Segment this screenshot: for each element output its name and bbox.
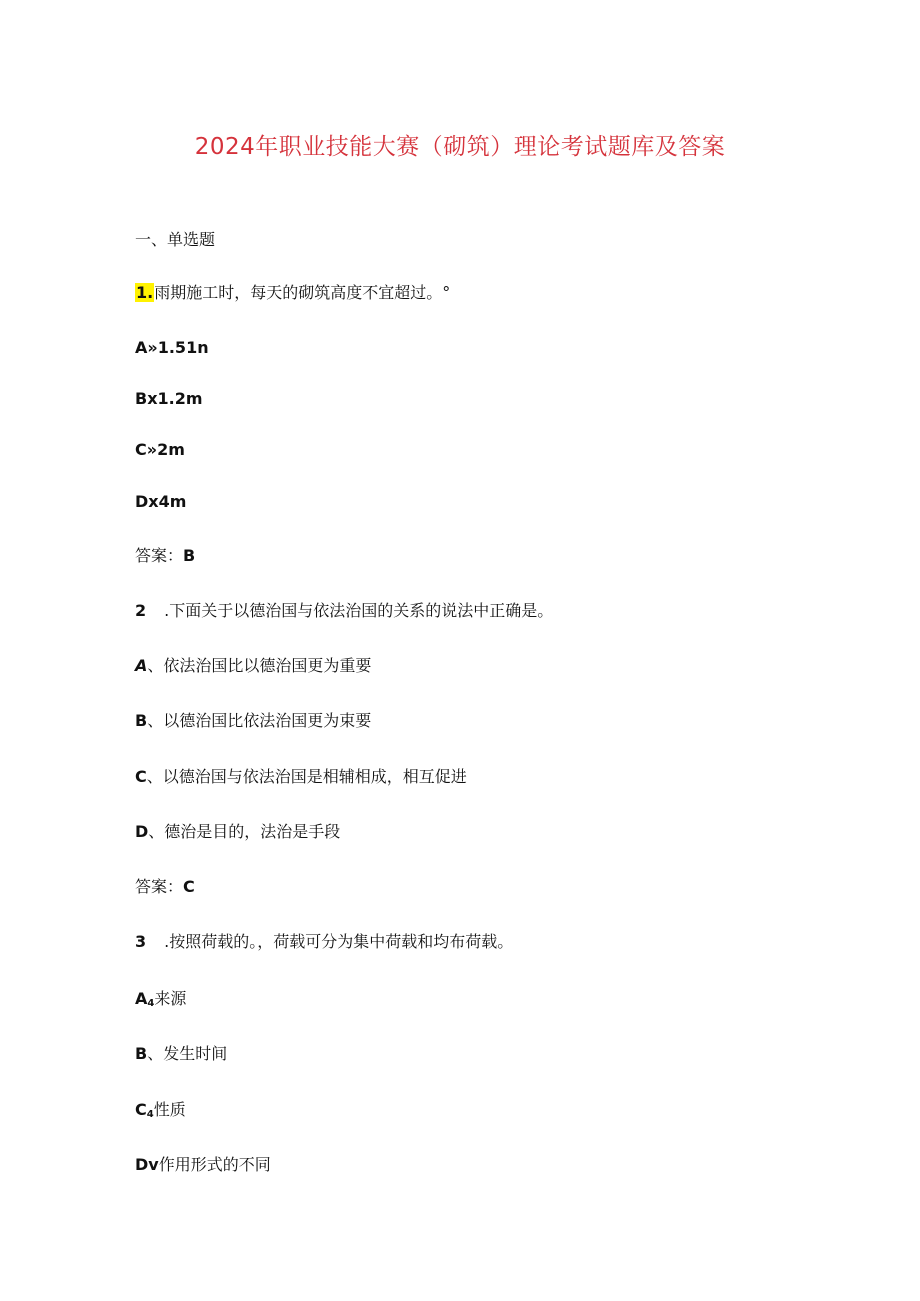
option-text: 4m [158,492,187,511]
option-text: 2m [157,440,185,459]
section-heading: 一、单选题 [135,230,216,249]
option-text: 作用形式的不同 [158,1155,271,1174]
option-d [135,491,186,513]
option-text: 1.51n [157,338,209,357]
option-a [135,988,186,1015]
answer-label: 答案： [135,546,184,565]
option-a [135,655,371,677]
option-letter: A» [135,338,158,357]
option-letter: B [135,1044,148,1063]
option-subscript: 4 [146,1109,154,1120]
question-3 [135,931,513,953]
option-letter: Dx [135,492,159,511]
option-letter: D [135,822,149,841]
question-number: 2 [135,601,147,620]
option-text: 、以德治国与依法治国是相辅相成，相互促进 [146,767,467,786]
answer-value: B [183,546,196,565]
answer-line [135,876,195,898]
option-c [135,766,467,788]
option-text: 1.2m [157,389,203,408]
option-text: 、发生时间 [147,1044,228,1063]
option-c [135,1099,186,1126]
question-stem: .按照荷载的。，荷载可分为集中荷载和均布荷载。 [164,932,514,951]
option-d [135,821,340,843]
option-text: 、以德治国比依法治国更为束要 [147,711,372,730]
answer-label: 答案： [135,877,184,896]
question-number-highlight: 1. [136,283,154,302]
option-a [135,337,209,359]
option-d [135,1154,271,1176]
option-b [135,1043,227,1065]
option-text: 、依法治国比以德治国更为重要 [147,656,372,675]
option-letter: C [135,767,147,786]
option-b [135,710,371,732]
option-letter: C» [135,440,158,459]
answer-value: C [183,877,195,896]
question-stem: 雨期施工时，每天的砌筑高度不宜超过。° [154,283,451,302]
option-b [135,388,203,410]
document-title: 2024年职业技能大赛（砌筑）理论考试题库及答案 [194,134,726,160]
option-letter: Dv [135,1155,159,1174]
answer-line [135,545,195,567]
option-subscript: 4 [147,998,155,1009]
option-letter: A [135,656,148,675]
question-2 [135,600,553,622]
option-text: 性质 [153,1100,186,1119]
question-number: 3 [135,932,147,951]
question-stem: .下面关于以德治国与依法治国的关系的说法中正确是。 [164,601,554,620]
option-letter: B [135,711,148,730]
option-letter: C [135,1100,147,1119]
option-letter: A [135,989,148,1008]
option-c [135,439,185,461]
option-letter: Bx [135,389,158,408]
option-text: 、德治是目的，法治是手段 [148,822,341,841]
option-text: 来源 [154,989,187,1008]
question-1 [135,282,450,304]
